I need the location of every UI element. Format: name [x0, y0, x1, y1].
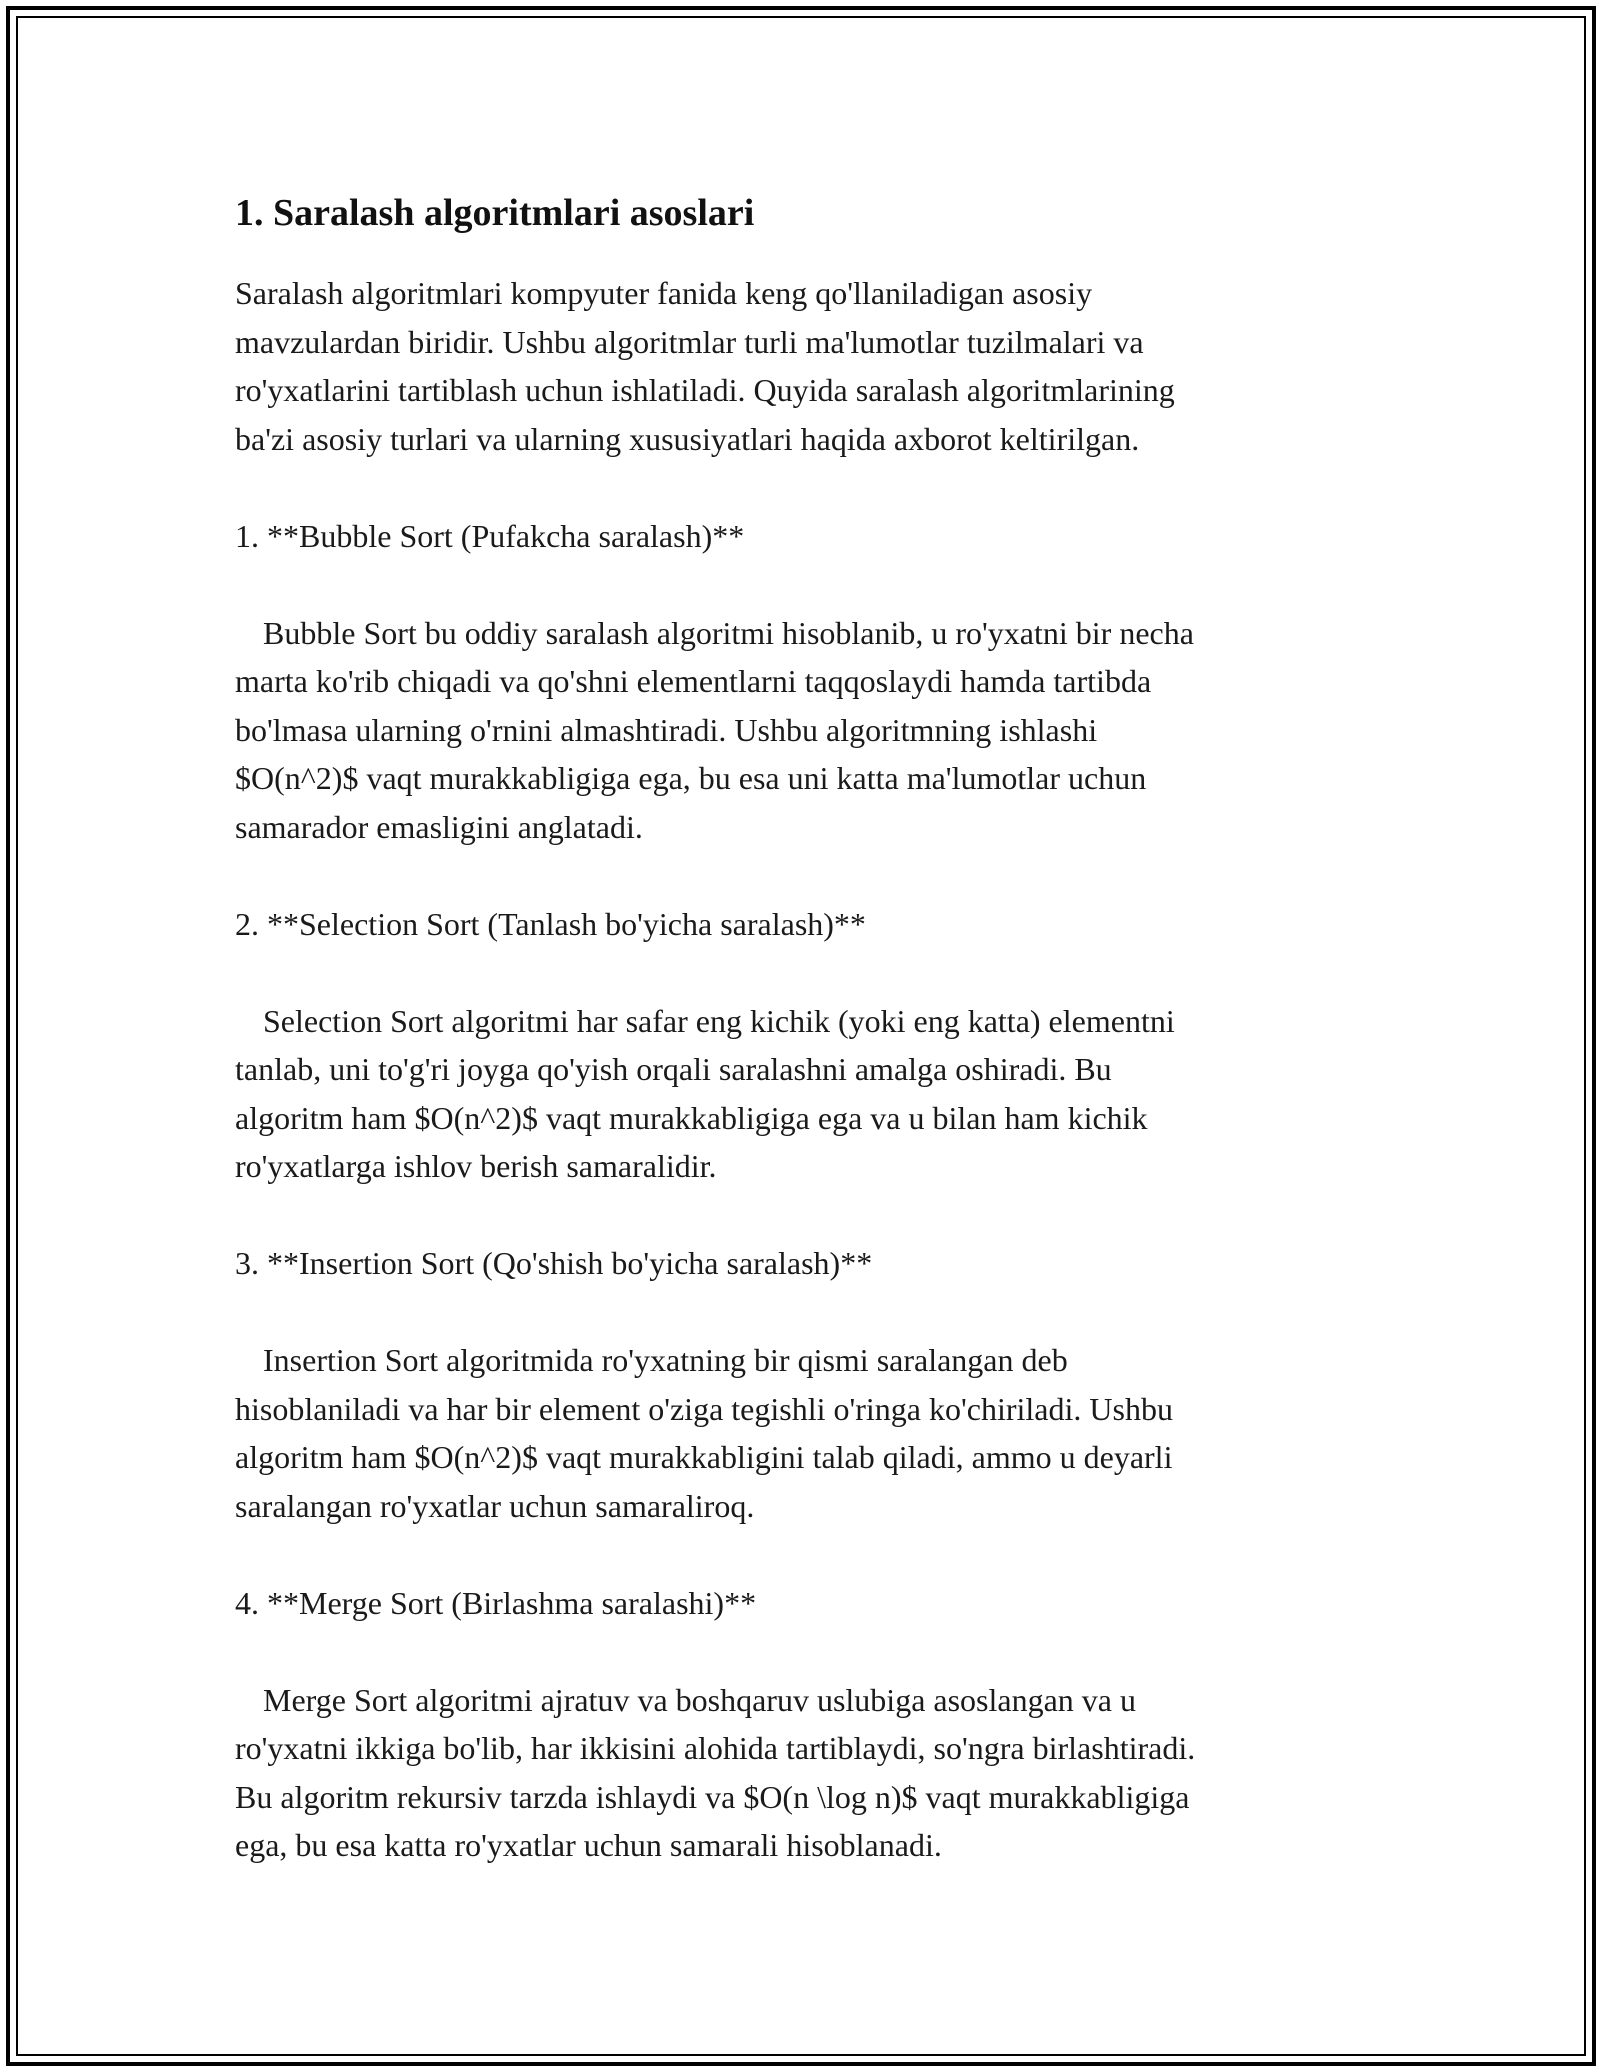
body-line: Bu algoritm rekursiv tarzda ishlaydi va $O(n \log n)$ vaqt murakkabligiga: [235, 1778, 1190, 1815]
body-line: ro'yxatni ikkiga bo'lib, har ikkisini alohida tartiblaydi, so'ngra birlashtiradi.: [235, 1730, 1196, 1766]
section-heading: 1. Saralash algoritmlari asoslari: [235, 192, 755, 234]
selection-sort-title: 2. **Selection Sort (Tanlash bo'yicha saralash)**: [235, 905, 866, 942]
body-line: ro'yxatlarga ishlov berish samaralidir.: [235, 1148, 717, 1184]
body-line: saralangan ro'yxatlar uchun samaraliroq.: [235, 1487, 755, 1524]
intro-line: Saralash algoritmlari kompyuter fanida keng qo'llaniladigan asosiy: [235, 275, 1093, 311]
body-line: Merge Sort algoritmi ajratuv va boshqaruv uslubiga asoslangan va u: [263, 1681, 1136, 1718]
selection-sort-body: [235, 997, 1355, 1191]
intro-line: ro'yxatlarini tartiblash uchun ishlatiladi. Quyida saralash algoritmlarining: [235, 372, 1175, 408]
body-line: samarador emasligini anglatadi.: [235, 808, 643, 845]
body-line: Bubble Sort bu oddiy saralash algoritmi hisoblanib, u ro'yxatni bir necha: [263, 614, 1194, 651]
bubble-sort-body: [235, 609, 1355, 852]
intro-line: mavzulardan biridir. Ushbu algoritmlar turli ma'lumotlar tuzilmalari va: [235, 323, 1144, 360]
merge-sort-body: [235, 1676, 1355, 1870]
body-line: algoritm ham $O(n^2)$ vaqt murakkabligiga ega va u bilan ham kichik: [235, 1099, 1148, 1136]
insertion-sort-body: [235, 1336, 1355, 1530]
bubble-sort-title: 1. **Bubble Sort (Pufakcha saralash)**: [235, 517, 745, 554]
body-line: ega, bu esa katta ro'yxatlar uchun samarali hisoblanadi.: [235, 1827, 942, 1863]
insertion-sort-title: 3. **Insertion Sort (Qo'shish bo'yicha saralash)**: [235, 1245, 873, 1281]
body-line: Selection Sort algoritmi har safar eng kichik (yoki eng katta) elementni: [263, 1002, 1175, 1039]
document-content: [235, 188, 1355, 1870]
merge-sort-title: 4. **Merge Sort (Birlashma saralashi)**: [235, 1584, 757, 1621]
body-line: tanlab, uni to'g'ri joyga qo'yish orqali saralashni amalga oshiradi. Bu: [235, 1051, 1112, 1087]
body-line: hisoblaniladi va har bir element o'ziga tegishli o'ringa ko'chiriladi. Ushbu: [235, 1390, 1173, 1427]
body-line: bo'lmasa ularning o'rnini almashtiradi. Ushbu algoritmning ishlashi: [235, 711, 1098, 748]
intro-line: ba'zi asosiy turlari va ularning xususiyatlari haqida axborot keltirilgan.: [235, 420, 1140, 457]
body-line: marta ko'rib chiqadi va qo'shni elementlarni taqqoslaydi hamda tartibda: [235, 663, 1152, 699]
body-line: Insertion Sort algoritmida ro'yxatning bir qismi saralangan deb: [263, 1342, 1068, 1378]
intro-paragraph: [235, 269, 1355, 463]
body-line: algoritm ham $O(n^2)$ vaqt murakkabligini talab qiladi, ammo u deyarli: [235, 1439, 1173, 1475]
body-line: $O(n^2)$ vaqt murakkabligiga ega, bu esa uni katta ma'lumotlar uchun: [235, 760, 1147, 796]
